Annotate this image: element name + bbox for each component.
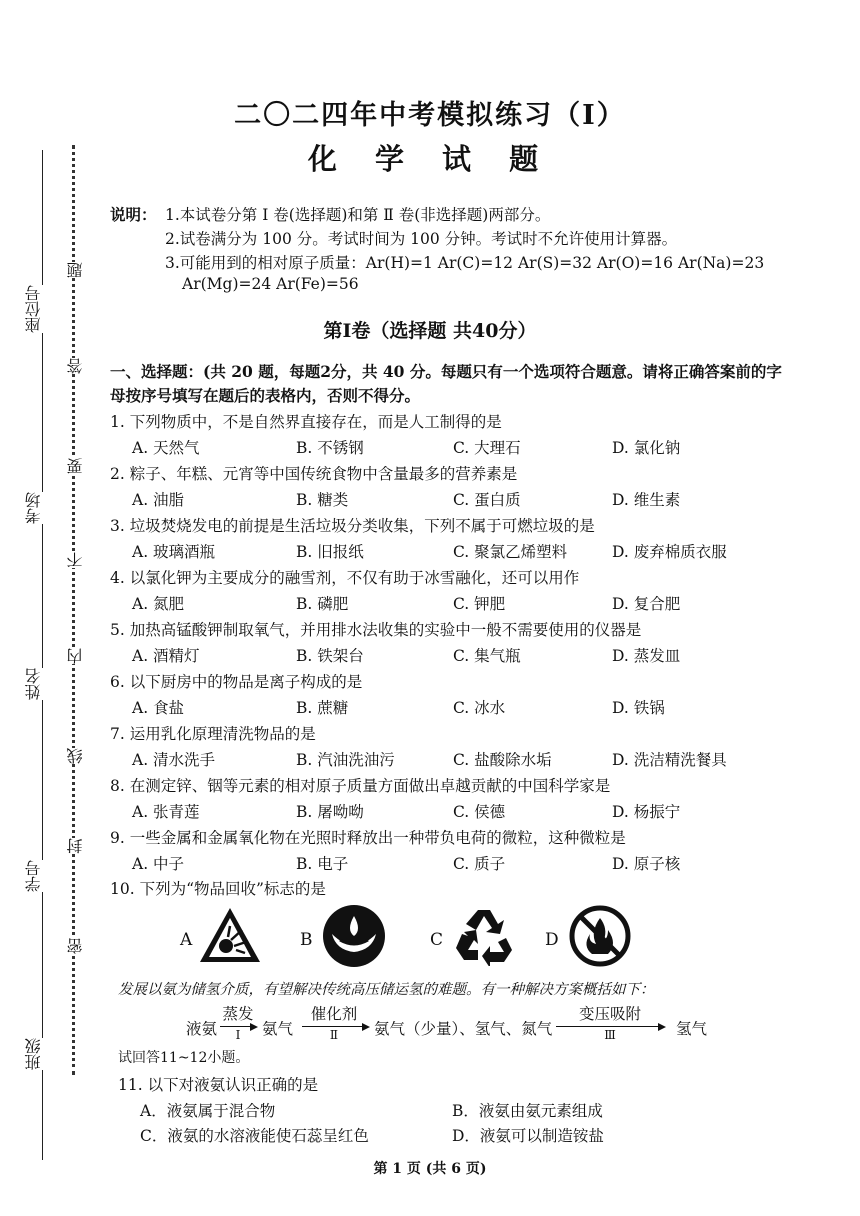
option: C. 蛋白质	[453, 491, 521, 509]
option: D. 铁锅	[612, 699, 665, 717]
option: B. 旧报纸	[296, 543, 364, 561]
question-stem: 9. 一些金属和金属氧化物在光照时释放出一种带负电荷的微粒，这种微粒是	[110, 829, 626, 847]
option: B. 电子	[296, 855, 349, 873]
question-stem: 11. 以下对液氨认识正确的是	[118, 1076, 319, 1094]
symbol-label: D	[545, 930, 559, 950]
option: B. 屠呦呦	[296, 803, 364, 821]
question-stem: 5. 加热高锰酸钾制取氧气，并用排水法收集的实验中一般不需要使用的仪器是	[110, 621, 642, 639]
class-label: 班级	[24, 1038, 43, 1070]
water-saving-icon	[322, 904, 386, 968]
option: D. 废弃棉质衣服	[612, 543, 727, 561]
section-title: 第Ⅰ卷（选择题 共40分）	[323, 320, 537, 342]
instruction-line: 3.可能用到的相对原子质量：Ar(H)=1 Ar(C)=12 Ar(S)=32 Ar(O)=16 Ar(Na)=23	[165, 254, 765, 272]
part-intro: 母按序号填写在题后的表格内，否则不得分。	[110, 386, 421, 405]
option: A. 食盐	[132, 699, 185, 717]
option: A. 酒精灯	[132, 647, 200, 665]
question-stem: 8. 在测定锌、铟等元素的相对原子质量方面做出卓越贡献的中国科学家是	[110, 777, 611, 795]
option: B．液氨由氨元素组成	[452, 1102, 603, 1120]
seal-char: 题	[66, 262, 85, 278]
name-label: 姓名	[24, 668, 43, 700]
flow-arrow	[556, 1016, 664, 1027]
option: D. 复合肥	[612, 595, 681, 613]
instructions-label: 说明：	[110, 205, 157, 224]
question-stem: 6. 以下厨房中的物品是离子构成的是	[110, 673, 363, 691]
flow-arrow	[302, 1016, 368, 1027]
option: B. 糖类	[296, 491, 349, 509]
option: C．液氨的水溶液能使石蕊呈红色	[140, 1127, 369, 1145]
option: C. 冰水	[453, 699, 506, 717]
option: C. 质子	[453, 855, 506, 873]
option: D. 原子核	[612, 855, 681, 873]
flow-start: 液氨	[186, 1020, 218, 1038]
subject-title: 化 学 试 题	[307, 142, 553, 176]
question-stem: 7. 运用乳化原理清洗物品的是	[110, 725, 316, 743]
flow-arrow	[220, 1016, 256, 1027]
instruction-line: 1.本试卷分第 Ⅰ 卷(选择题)和第 Ⅱ 卷(非选择题)两部分。	[165, 206, 551, 224]
option: D. 洗洁精洗餐具	[612, 751, 727, 769]
question-stem: 1. 下列物质中，不是自然界直接存在，而是人工制得的是	[110, 413, 502, 431]
student-id-label: 学号	[24, 860, 43, 892]
option: B. 磷肥	[296, 595, 349, 613]
flow-intermediate: 氨气（少量）、氢气、氮气	[374, 1020, 553, 1038]
flow-intermediate: 氨气	[262, 1020, 294, 1038]
option: C. 聚氯乙烯塑料	[453, 543, 568, 561]
option: A. 清水洗手	[132, 751, 216, 769]
option: A. 天然气	[132, 439, 200, 457]
flow-step-label: 变压吸附	[578, 1005, 641, 1023]
option: C. 钾肥	[453, 595, 506, 613]
question-stem: 3. 垃圾焚烧发电的前提是生活垃圾分类收集，下列不属于可燃垃圾的是	[110, 517, 595, 535]
seal-dotted-line	[72, 145, 75, 1075]
option: C. 集气瓶	[453, 647, 521, 665]
question-stem: 2. 粽子、年糕、元宵等中国传统食物中含量最多的营养素是	[110, 465, 518, 483]
option: A．液氨属于混合物	[140, 1102, 276, 1120]
exam-room-label: 考场	[24, 492, 43, 524]
symbol-label: B	[300, 930, 313, 950]
page-number: 第 1 页 (共 6 页)	[373, 1161, 487, 1177]
option: D. 杨振宁	[612, 803, 681, 821]
flow-step-number: Ⅰ	[235, 1028, 241, 1042]
seal-char: 内	[66, 648, 85, 664]
option: B. 不锈钢	[296, 439, 364, 457]
option: D. 蒸发皿	[612, 647, 681, 665]
no-fire-icon	[568, 904, 632, 968]
option: A. 中子	[132, 855, 185, 873]
option: A. 氮肥	[132, 595, 185, 613]
option: C. 侯德	[453, 803, 506, 821]
seal-char: 封	[66, 838, 85, 854]
exam-title: 二〇二四年中考模拟练习（Ⅰ）	[234, 100, 626, 131]
seat-number-label: 座位号	[24, 285, 43, 333]
option: A. 油脂	[132, 491, 185, 509]
seal-char: 密	[66, 938, 85, 954]
flow-end: 氢气	[676, 1020, 708, 1038]
seal-char: 线	[66, 748, 85, 764]
seal-char: 要	[66, 458, 85, 474]
option: D. 维生素	[612, 491, 681, 509]
flow-step-number: Ⅱ	[329, 1028, 339, 1042]
seal-char: 答	[66, 358, 85, 374]
part-intro: 一、选择题：(共 20 题，每题2分，共 40 分。每题只有一个选项符合题意。请将正确答案前的字	[110, 362, 782, 381]
option: B. 蔗糖	[296, 699, 349, 717]
recycle-icon	[452, 904, 516, 966]
option: D．液氨可以制造铵盐	[452, 1127, 604, 1145]
symbol-label: C	[430, 930, 444, 950]
question-stem: 10. 下列为“物品回收”标志的是	[110, 880, 326, 898]
explosive-warning-icon	[198, 906, 262, 964]
option: A. 张青莲	[132, 803, 200, 821]
instruction-line: Ar(Mg)=24 Ar(Fe)=56	[182, 275, 359, 293]
question-stem: 4. 以氯化钾为主要成分的融雪剂，不仅有助于冰雪融化，还可以用作	[110, 569, 580, 587]
option: C. 大理石	[453, 439, 521, 457]
flow-step-number: Ⅲ	[604, 1028, 616, 1042]
passage-note: 试回答11~12小题。	[118, 1050, 250, 1066]
instruction-line: 2.试卷满分为 100 分。考试时间为 100 分钟。考试时不允许使用计算器。	[165, 230, 678, 248]
option: B. 汽油洗油污	[296, 751, 395, 769]
flow-step-label: 催化剂	[310, 1005, 358, 1023]
option: D. 氯化钠	[612, 439, 681, 457]
symbol-label: A	[180, 930, 193, 950]
option: A. 玻璃酒瓶	[132, 543, 216, 561]
seal-char: 不	[66, 552, 85, 568]
option: B. 铁架台	[296, 647, 364, 665]
flow-step-label: 蒸发	[222, 1005, 254, 1023]
passage-text: 发展以氨为储氢介质，有望解决传统高压储运氢的难题。有一种解决方案概括如下：	[118, 982, 655, 998]
option: C. 盐酸除水垢	[453, 751, 552, 769]
